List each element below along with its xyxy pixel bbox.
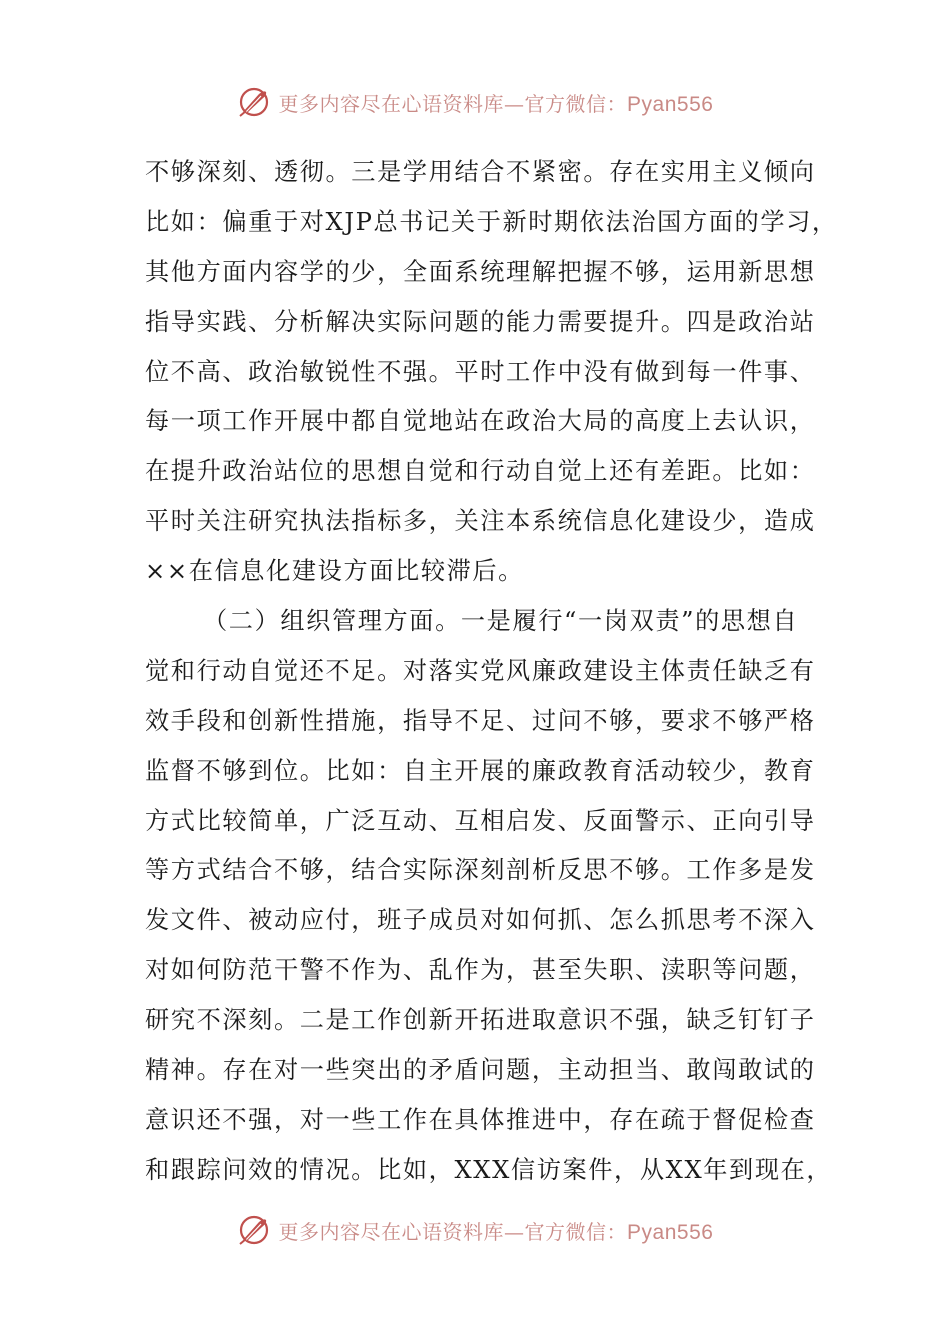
- body-line: 不够深刻、透彻。三是学用结合不紧密。存在实用主义倾向: [145, 158, 816, 186]
- body-line: 对如何防范干警不作为、乱作为，甚至失职、渎职等问题，: [145, 956, 816, 985]
- body-line: 效手段和创新性措施，指导不足、过问不够，要求不够严格: [145, 706, 816, 735]
- header-banner: [0, 82, 950, 122]
- body-line: 研究不深刻。二是工作创新开拓进取意识不强，缺乏钉钉子: [145, 1006, 816, 1035]
- quill-pen-logo-icon: [237, 1213, 271, 1247]
- body-line: 监督不够到位。比如：自主开展的廉政教育活动较少，教育: [145, 756, 816, 785]
- body-line: 比如：偏重于对XJP总书记关于新时期依法治国方面的学习，: [145, 207, 838, 236]
- footer-banner: [0, 1210, 950, 1250]
- section-heading-line: （二）组织管理方面。一是履行“一岗双责”的思想自: [203, 607, 799, 636]
- body-line: 位不高、政治敏锐性不强。平时工作中没有做到每一件事、: [145, 357, 816, 386]
- body-line: 和跟踪问效的情况。比如，XXX信访案件，从XX年到现在，: [145, 1155, 833, 1184]
- document-body: [145, 148, 838, 1196]
- body-line: 指导实践、分析解决实际问题的能力需要提升。四是政治站: [145, 307, 816, 336]
- body-line: 觉和行动自觉还不足。对落实党风廉政建设主体责任缺乏有: [145, 656, 816, 685]
- body-line: 在提升政治站位的思想自觉和行动自觉上还有差距。比如：: [145, 457, 816, 486]
- header-banner-text: 更多内容尽在心语资料库—官方微信：Pyan556: [278, 91, 714, 116]
- body-line: ××在信息化建设方面比较滞后。: [145, 557, 524, 586]
- footer-banner-text: 更多内容尽在心语资料库—官方微信：Pyan556: [278, 1219, 714, 1244]
- body-line: 方式比较简单，广泛互动、互相启发、反面警示、正向引导: [145, 806, 816, 835]
- body-line: 发文件、被动应付，班子成员对如何抓、怎么抓思考不深入: [145, 906, 816, 935]
- body-line: 等方式结合不够，结合实际深刻剖析反思不够。工作多是发: [145, 856, 816, 885]
- quill-pen-logo-icon: [237, 85, 271, 119]
- body-line: 意识还不强，对一些工作在具体推进中，存在疏于督促检查: [145, 1105, 816, 1134]
- body-line: 精神。存在对一些突出的矛盾问题，主动担当、敢闯敢试的: [145, 1056, 816, 1085]
- header-wechat-handle: Pyan556: [627, 92, 714, 116]
- body-line: 其他方面内容学的少，全面系统理解把握不够，运用新思想: [145, 257, 816, 286]
- body-line: 平时关注研究执法指标多，关注本系统信息化建设少，造成: [145, 507, 816, 536]
- footer-wechat-handle: Pyan556: [627, 1220, 714, 1244]
- body-line: 每一项工作开展中都自觉地站在政治大局的高度上去认识，: [145, 407, 816, 436]
